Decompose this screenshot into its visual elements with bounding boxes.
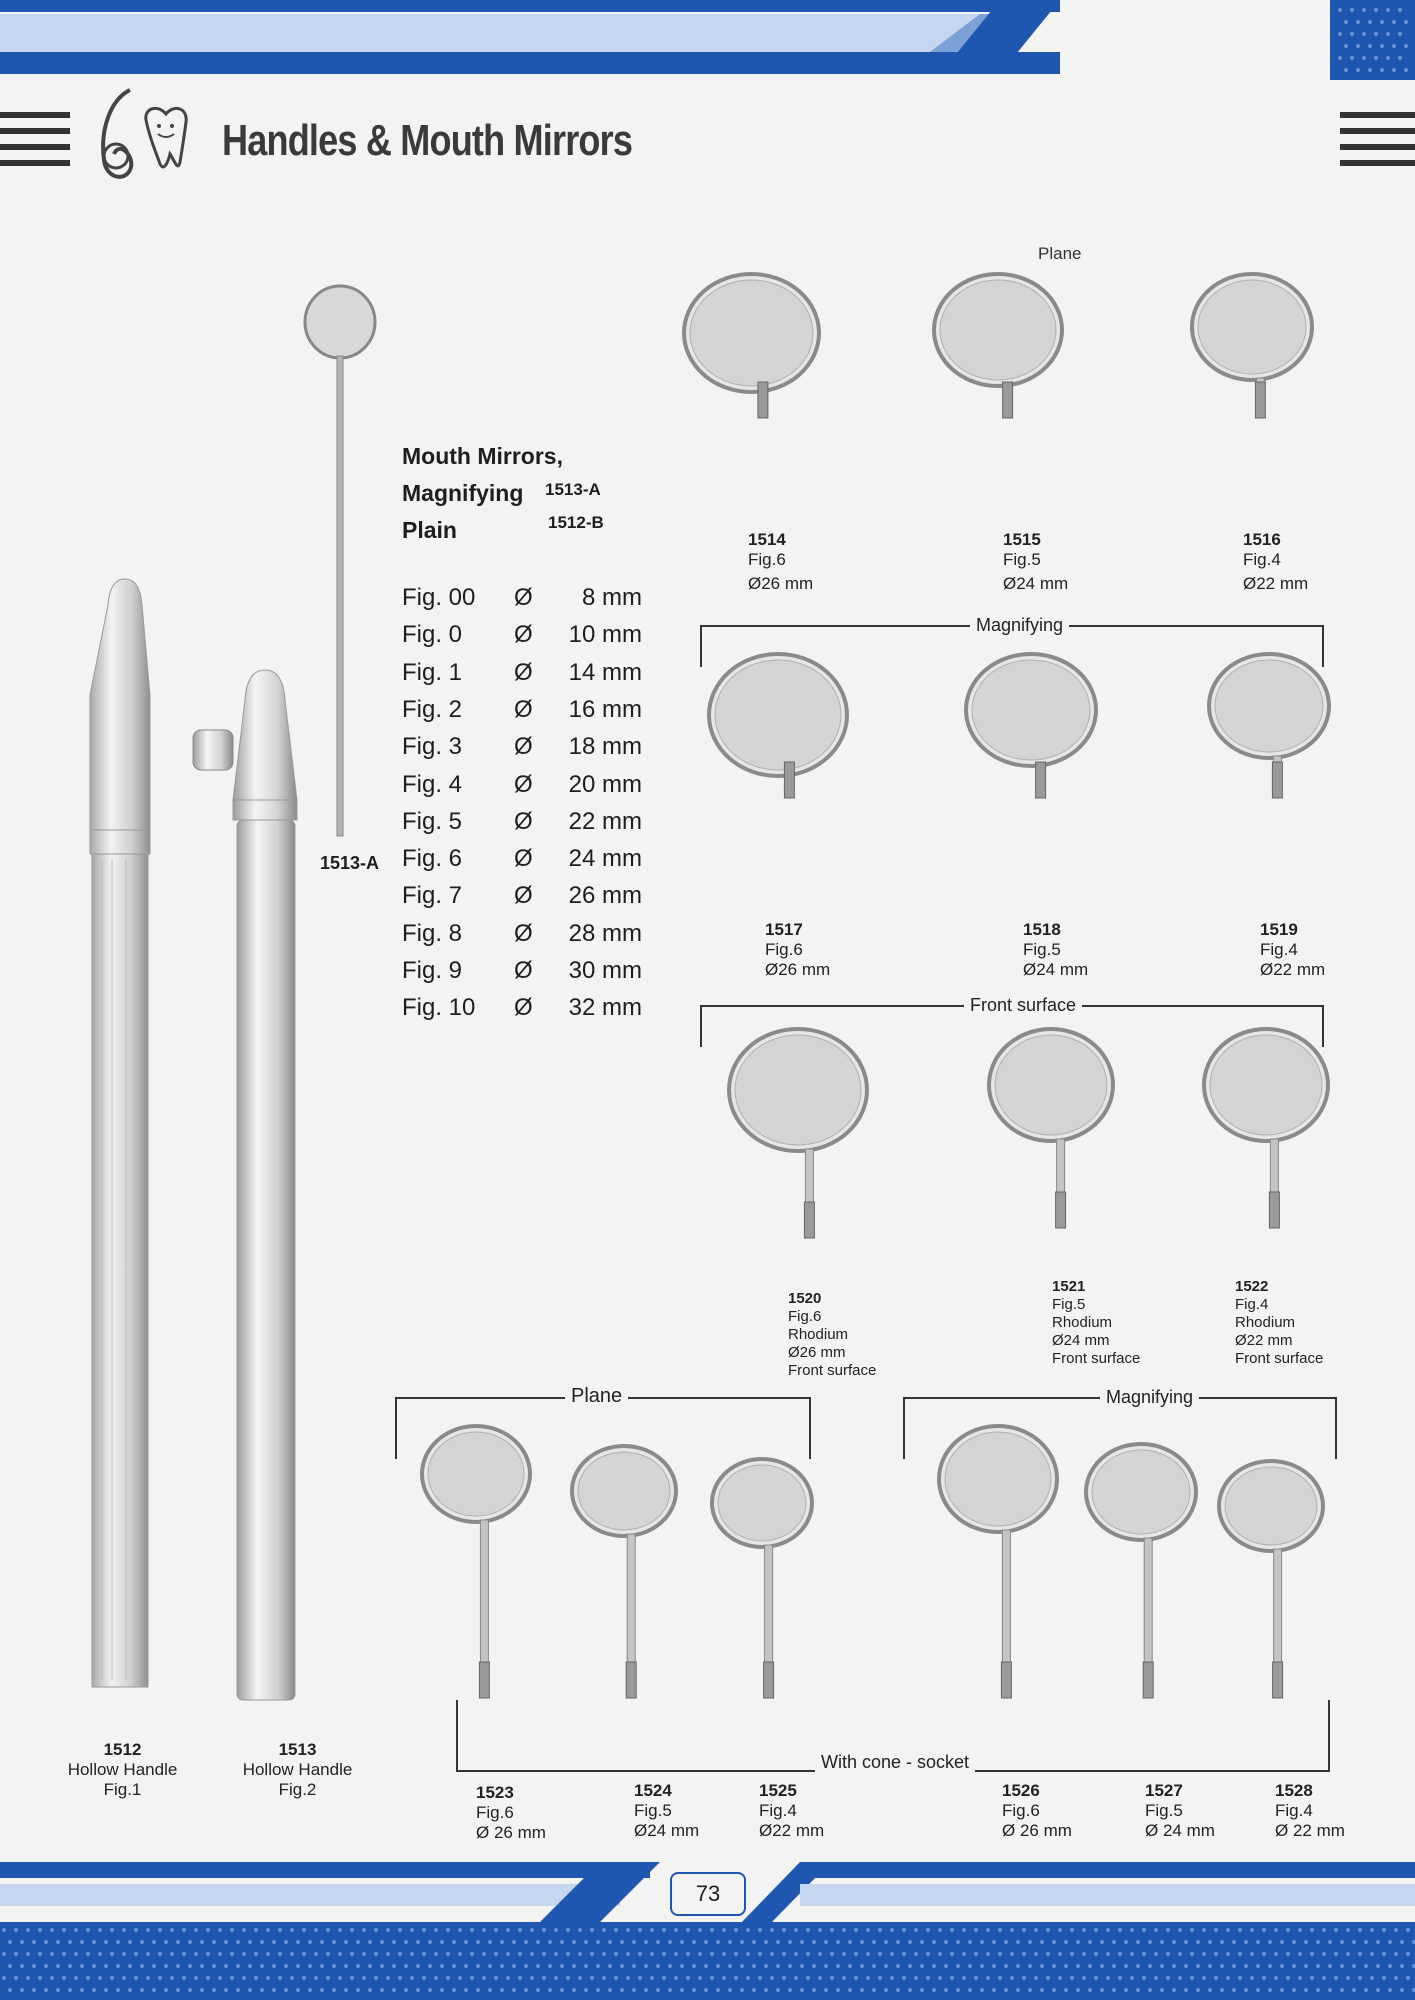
section-front-surface: Front surface xyxy=(964,995,1082,1016)
size-fig: Fig. 0 xyxy=(402,621,463,649)
size-value: 20 mm xyxy=(568,770,642,798)
size-fig: Fig. 10 xyxy=(402,994,476,1022)
left-stripes xyxy=(0,108,70,172)
diameter-symbol: Ø xyxy=(514,919,533,947)
intro-magnifying: Magnifying xyxy=(402,480,524,506)
size-row xyxy=(402,957,642,991)
diameter-symbol: Ø xyxy=(514,695,533,723)
mirror-1524-image xyxy=(568,1442,682,1700)
mirror-1514-label: 1514 Fig.6 Ø26 mm xyxy=(748,530,814,593)
size-row xyxy=(402,920,642,954)
handle-1512-label: 1512 Hollow Handle Fig.1 xyxy=(67,1740,178,1799)
mirror-1519-image xyxy=(1205,650,1335,800)
diameter-symbol: Ø xyxy=(514,882,533,910)
page-title: Handles & Mouth Mirrors xyxy=(222,116,633,165)
mirror-1515-label: 1515 Fig.5 Ø24 mm xyxy=(1003,530,1069,593)
page-number: 73 xyxy=(670,1872,746,1916)
section-plane-top: Plane xyxy=(1038,244,1082,263)
size-fig: Fig. 4 xyxy=(402,770,463,798)
mirror-1520-image xyxy=(725,1025,873,1240)
size-value: 28 mm xyxy=(568,919,642,947)
size-row xyxy=(402,696,642,730)
mirror-1527-image xyxy=(1082,1440,1202,1700)
tooth-mirror-logo-icon xyxy=(90,80,190,210)
mirror-1514-image xyxy=(680,270,825,420)
size-value: 8 mm xyxy=(582,584,642,611)
size-value: 18 mm xyxy=(568,733,642,761)
mirror-1522-label: 1522 Fig.4 Rhodium Ø22 mm Front surface xyxy=(1235,1278,1324,1367)
mirror-1513a-image xyxy=(300,280,380,850)
size-fig: Fig. 5 xyxy=(402,807,463,835)
mirror-1521-image xyxy=(985,1025,1119,1230)
diameter-symbol: Ø xyxy=(514,733,533,761)
mirror-1528-image xyxy=(1215,1457,1329,1700)
size-row xyxy=(402,808,642,842)
size-row xyxy=(402,621,642,655)
size-value: 26 mm xyxy=(568,882,642,910)
size-value: 10 mm xyxy=(568,621,642,649)
diameter-symbol: Ø xyxy=(514,584,533,611)
mirror-1528-label: 1528 Fig.4 Ø 22 mm xyxy=(1275,1781,1345,1840)
diameter-symbol: Ø xyxy=(514,957,533,984)
mirror-1526-image xyxy=(935,1422,1063,1700)
size-row xyxy=(402,771,642,805)
size-row xyxy=(402,659,642,693)
mirror-1525-image xyxy=(708,1455,818,1700)
mirror-1519-label: 1519 Fig.4 Ø22 mm xyxy=(1260,920,1326,979)
diameter-symbol: Ø xyxy=(514,770,533,798)
mirror-1518-image xyxy=(962,650,1102,800)
size-row xyxy=(402,994,642,1028)
mirror-1523-label: 1523 Fig.6 Ø 26 mm xyxy=(476,1783,546,1842)
size-value: 32 mm xyxy=(568,994,642,1022)
size-row xyxy=(402,882,642,916)
intro-plain: Plain xyxy=(402,517,457,543)
plain-code: 1512-B xyxy=(548,513,604,532)
mirror-1522-image xyxy=(1200,1025,1334,1230)
mirror-1518-label: 1518 Fig.5 Ø24 mm xyxy=(1023,920,1089,979)
handle-1513-label: 1513 Hollow Handle Fig.2 xyxy=(242,1740,353,1799)
diameter-symbol: Ø xyxy=(514,845,533,873)
size-value: 24 mm xyxy=(568,845,642,873)
size-fig: Fig. 2 xyxy=(402,695,463,723)
mirror-1524-label: 1524 Fig.5 Ø24 mm xyxy=(634,1781,700,1840)
section-plane-bottom: Plane xyxy=(565,1385,628,1408)
mirror-1516-label: 1516 Fig.4 Ø22 mm xyxy=(1243,530,1309,593)
size-row xyxy=(402,584,642,618)
magnifying-code: 1513-A xyxy=(545,480,601,499)
section-magnifying: Magnifying xyxy=(970,615,1069,636)
diameter-symbol: Ø xyxy=(514,658,533,686)
mirror-1526-label: 1526 Fig.6 Ø 26 mm xyxy=(1002,1781,1072,1840)
size-value: 30 mm xyxy=(568,957,642,984)
intro-heading: Mouth Mirrors, xyxy=(402,443,563,469)
mirror-1517-image xyxy=(705,650,853,800)
mirror-1516-image xyxy=(1188,270,1318,420)
size-fig: Fig. 9 xyxy=(402,957,463,984)
size-value: 16 mm xyxy=(568,695,642,723)
intro-block xyxy=(402,438,563,549)
size-row xyxy=(402,845,642,879)
size-value: 22 mm xyxy=(568,807,642,835)
mirror-1523-image xyxy=(418,1422,536,1700)
top-banner xyxy=(0,0,1415,80)
mirror-1525-label: 1525 Fig.4 Ø22 mm xyxy=(759,1781,825,1840)
mirror-1527-label: 1527 Fig.5 Ø 24 mm xyxy=(1145,1781,1215,1840)
mirror-1517-label: 1517 Fig.6 Ø26 mm xyxy=(765,920,831,979)
diameter-symbol: Ø xyxy=(514,807,533,835)
size-fig: Fig. 8 xyxy=(402,919,463,947)
diameter-symbol: Ø xyxy=(514,994,533,1022)
size-fig: Fig. 1 xyxy=(402,658,463,686)
mirror-1520-label: 1520 Fig.6 Rhodium Ø26 mm Front surface xyxy=(788,1290,877,1379)
mirror-1521-label: 1521 Fig.5 Rhodium Ø24 mm Front surface xyxy=(1052,1278,1141,1367)
section-cone-socket: With cone - socket xyxy=(815,1752,975,1773)
right-stripes xyxy=(1340,108,1415,172)
section-magnifying-bottom: Magnifying xyxy=(1100,1387,1199,1408)
hollow-handle-fig1-image xyxy=(80,575,170,1715)
size-fig: Fig. 00 xyxy=(402,584,476,611)
size-fig: Fig. 6 xyxy=(402,845,463,873)
size-value: 14 mm xyxy=(568,658,642,686)
size-row xyxy=(402,733,642,767)
callout-1513a: 1513-A xyxy=(320,853,380,873)
size-fig: Fig. 3 xyxy=(402,733,463,761)
size-fig: Fig. 7 xyxy=(402,882,463,910)
diameter-symbol: Ø xyxy=(514,621,533,649)
mirror-1515-image xyxy=(930,270,1068,420)
